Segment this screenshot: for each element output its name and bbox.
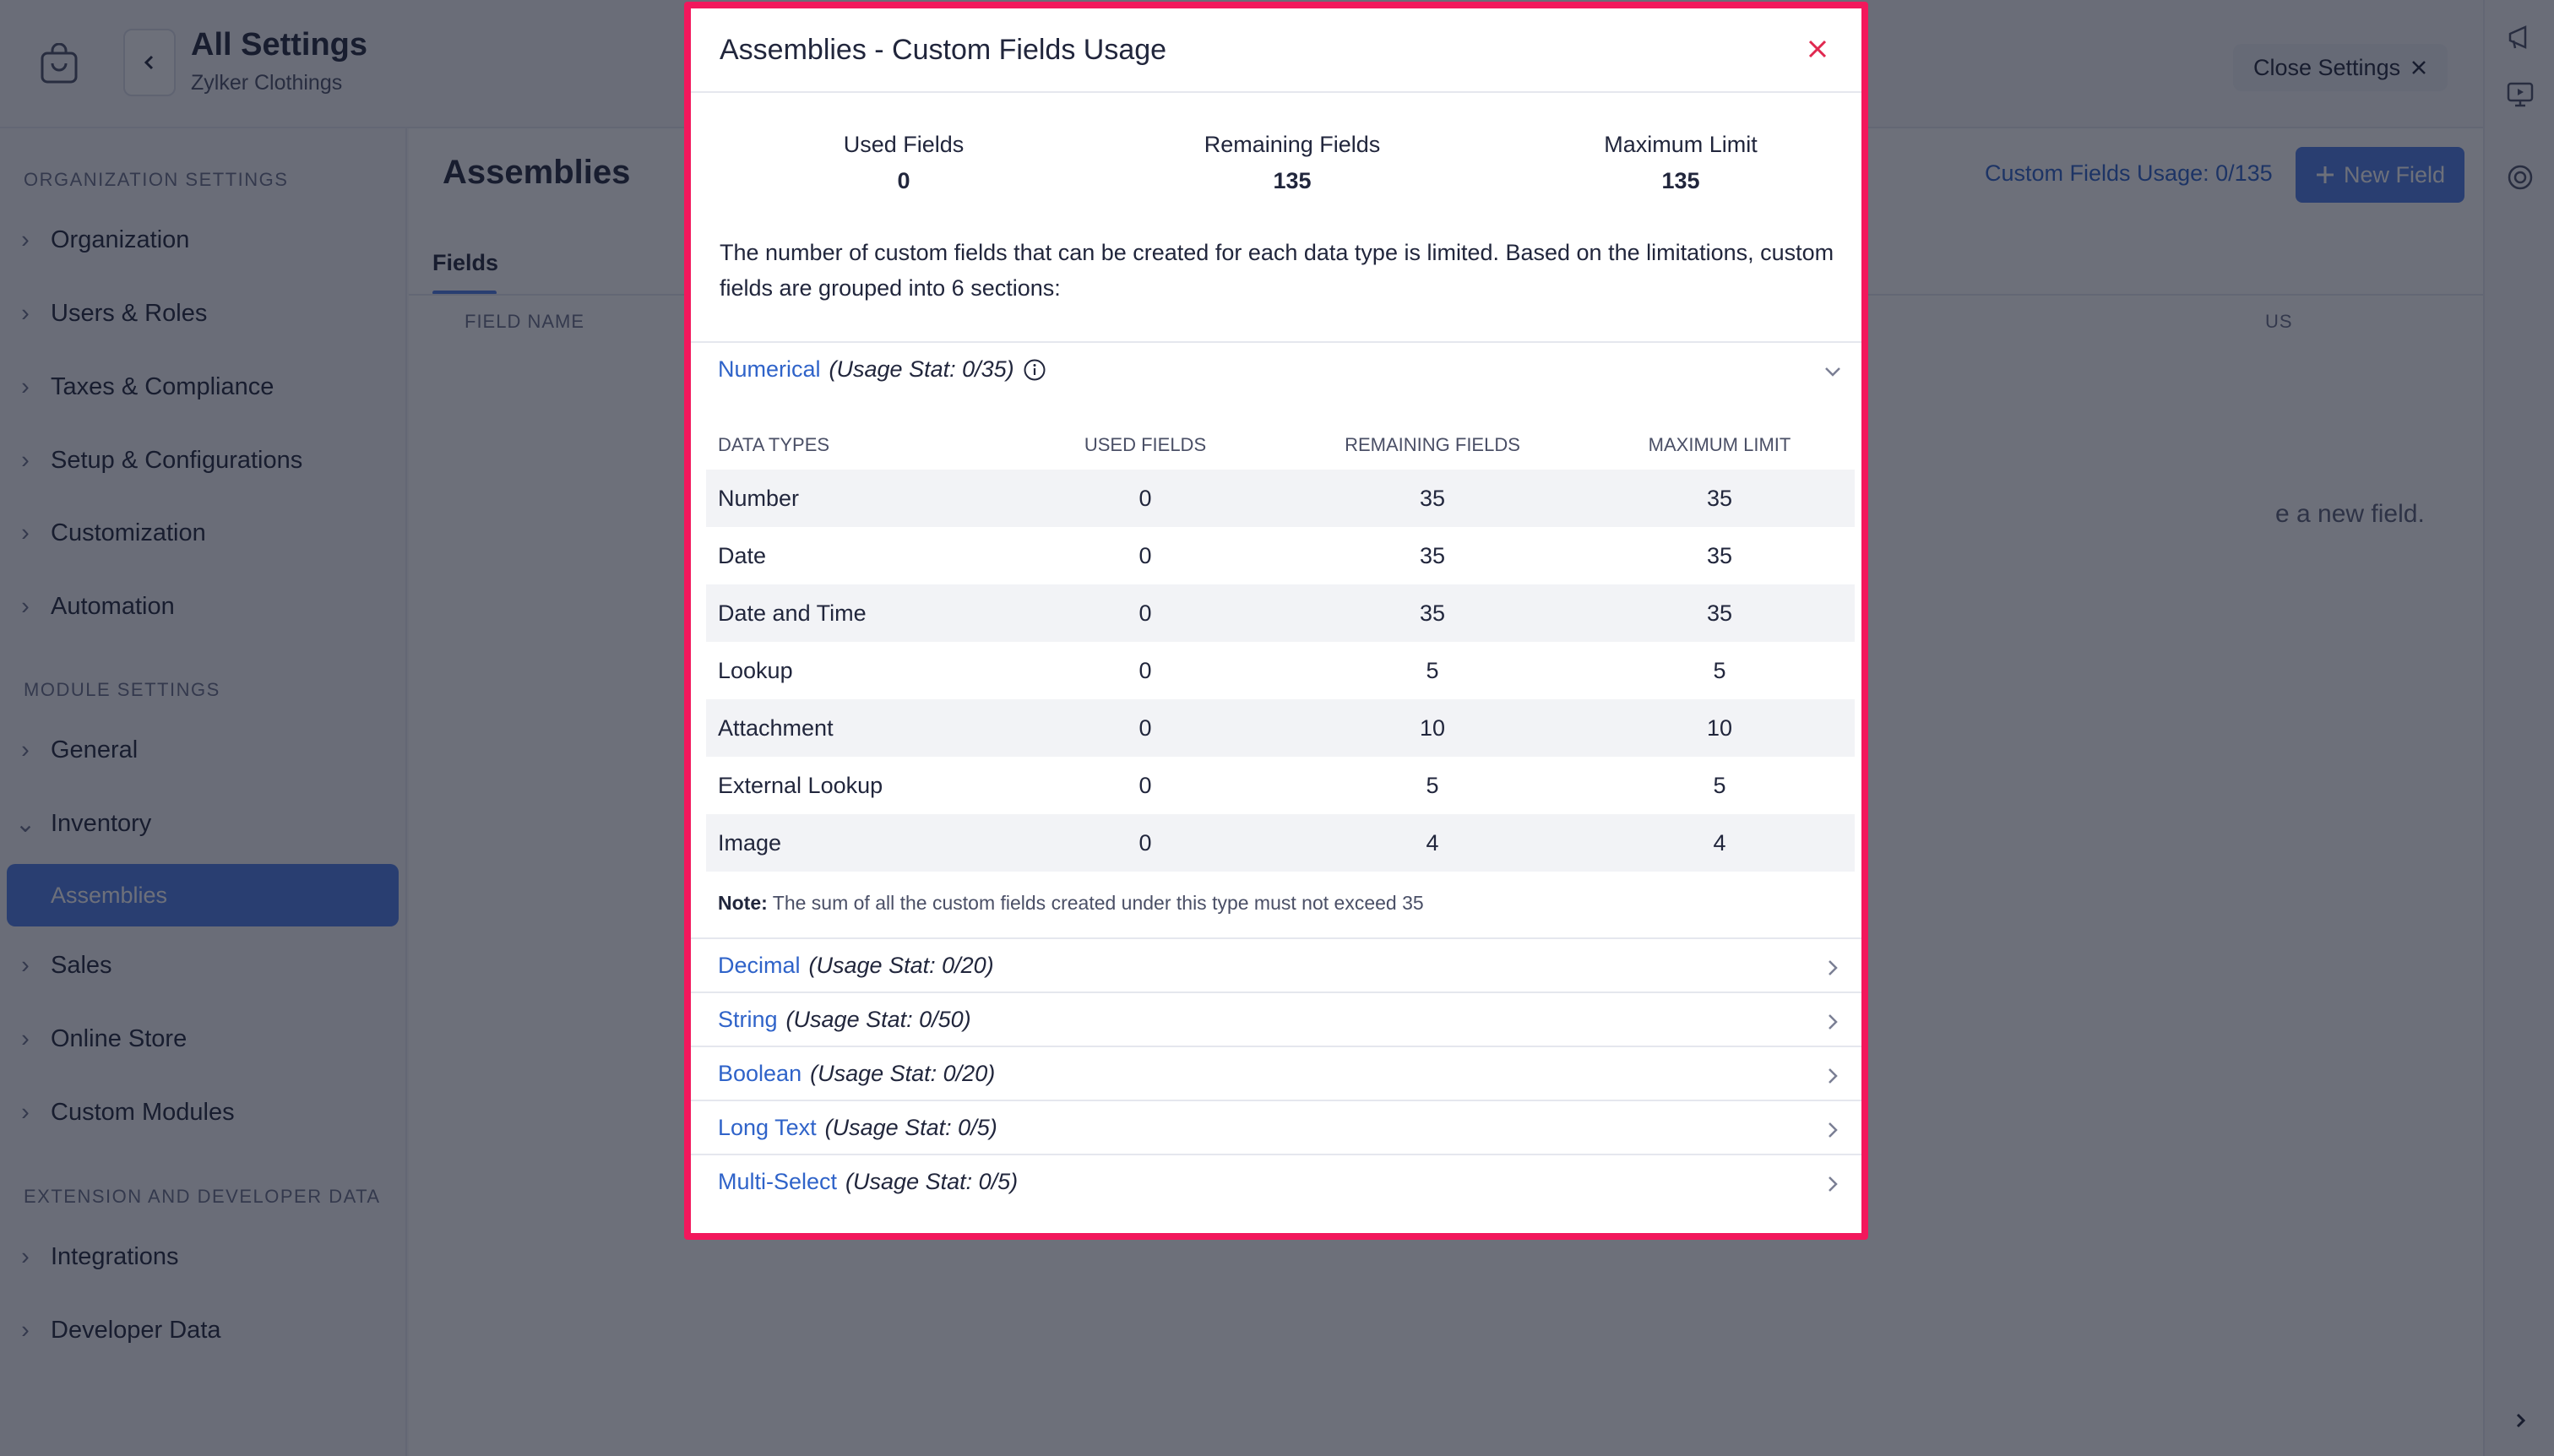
chevron-right-icon[interactable] — [1819, 1062, 1846, 1089]
column-header: REMAINING FIELDS — [1345, 434, 1520, 455]
accordion-title[interactable]: String — [718, 1007, 778, 1032]
chevron-right-icon[interactable] — [1819, 954, 1846, 981]
accordion-title[interactable]: Decimal — [718, 953, 801, 978]
stat-remaining-fields: Remaining Fields 135 — [1204, 132, 1381, 193]
table-row: Number 0 35 35 — [706, 470, 1855, 527]
accordion-usage-stat: (Usage Stat: 0/20) — [808, 953, 994, 978]
accordion-title[interactable]: Numerical — [718, 356, 821, 382]
accordion-boolean[interactable] — [691, 1046, 1861, 1100]
table-row: Attachment 0 10 10 — [706, 699, 1855, 757]
accordion-title[interactable]: Boolean — [718, 1061, 802, 1086]
note-text: The sum of all the custom fields created under this type must not exceed 35 — [772, 892, 1424, 914]
modal-title: Assemblies - Custom Fields Usage — [720, 34, 1167, 66]
info-icon[interactable] — [1023, 358, 1046, 382]
modal-close-button[interactable] — [1802, 34, 1833, 64]
column-header: DATA TYPES — [718, 434, 830, 455]
accordion-usage-stat: (Usage Stat: 0/5) — [824, 1115, 997, 1140]
table-row: External Lookup 0 5 5 — [718, 772, 1726, 798]
accordion-usage-stat: (Usage Stat: 0/5) — [845, 1169, 1019, 1194]
column-header: USED FIELDS — [1084, 434, 1207, 455]
accordion-title[interactable]: Long Text — [718, 1115, 817, 1140]
table-row: Image 0 4 4 — [706, 814, 1855, 872]
table-row: Date 0 35 35 — [718, 542, 1733, 568]
custom-fields-usage-modal — [684, 2, 1868, 1240]
accordion-multi-select[interactable] — [691, 1154, 1861, 1208]
column-header: MAXIMUM LIMIT — [1648, 434, 1791, 455]
accordion-title[interactable]: Multi-Select — [718, 1169, 838, 1194]
chevron-right-icon[interactable] — [1819, 1116, 1846, 1144]
accordion-usage-stat: (Usage Stat: 0/20) — [810, 1061, 996, 1086]
modal-header — [691, 8, 1861, 93]
table-row: Date and Time 0 35 35 — [706, 584, 1855, 642]
accordion-string[interactable] — [691, 991, 1861, 1046]
modal-description: The number of custom fields that can be created for each data type is limited. Based on the limitations, custom fields are grouped into 6 sections: — [720, 240, 1834, 301]
accordion-numerical[interactable] — [691, 341, 1861, 395]
stat-maximum-limit: Maximum Limit 135 — [1604, 132, 1758, 193]
table-row: Lookup 0 5 5 — [718, 657, 1726, 683]
stat-used-fields: Used Fields 0 — [843, 132, 965, 193]
note-label: Note: — [718, 892, 768, 914]
accordion-usage-stat: (Usage Stat: 0/35) — [829, 356, 1014, 382]
chevron-right-icon[interactable] — [1819, 1171, 1846, 1198]
close-icon — [1807, 38, 1829, 60]
accordion-long-text[interactable] — [691, 1100, 1861, 1154]
accordion-decimal[interactable] — [691, 937, 1861, 991]
accordion-usage-stat: (Usage Stat: 0/50) — [785, 1007, 971, 1032]
chevron-down-icon[interactable] — [1819, 358, 1846, 385]
data-types-table — [706, 421, 1855, 872]
limit-note — [718, 892, 1424, 915]
chevron-right-icon[interactable] — [1819, 1008, 1846, 1035]
